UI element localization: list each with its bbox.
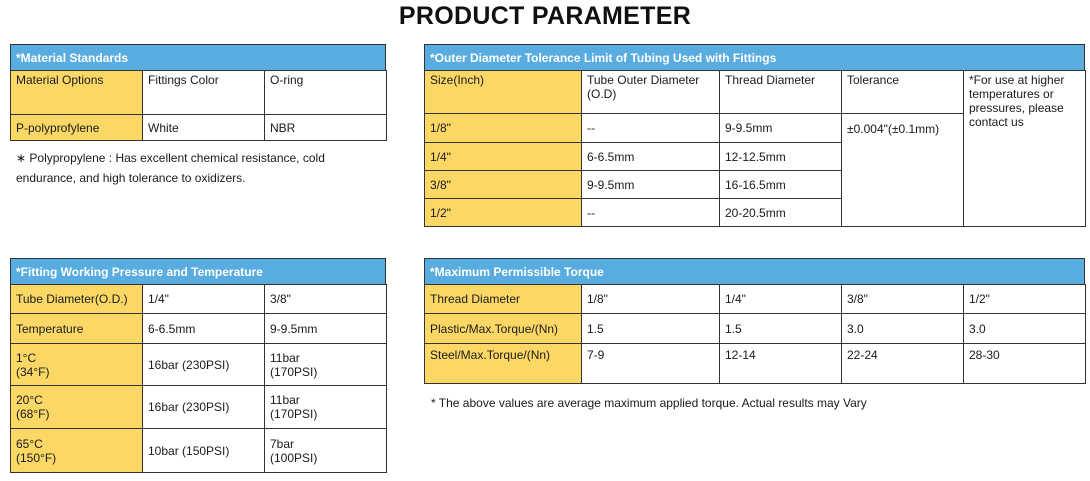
temperature-row-label: 65°C (150°F) bbox=[11, 429, 143, 473]
torque-note: * The above values are average maximum applied torque. Actual results may Vary bbox=[431, 396, 867, 410]
material-options-label: Material Options bbox=[11, 71, 143, 115]
torque-cell: 1/4" bbox=[720, 285, 842, 314]
torque-header: *Maximum Permissible Torque bbox=[424, 258, 1085, 284]
material-value: P-polyprofylene bbox=[11, 115, 143, 141]
torque-cell: 28-30 bbox=[964, 344, 1086, 384]
size-column-header: Size(Inch) bbox=[425, 71, 582, 114]
pressure-cell: 6-6.5mm bbox=[143, 314, 265, 344]
material-standards-table bbox=[10, 70, 387, 141]
pressure-cell: 16bar (230PSI) bbox=[143, 344, 265, 386]
material-standards-panel bbox=[10, 44, 386, 141]
pressure-panel bbox=[10, 258, 386, 473]
fittings-color-label: Fittings Color bbox=[143, 71, 265, 115]
high-temp-note: *For use at higher temperatures or pressures, please contact us bbox=[964, 71, 1086, 227]
size-cell: 1/2" bbox=[425, 199, 582, 227]
thread-diameter-cell: 16-16.5mm bbox=[720, 171, 842, 199]
size-cell: 1/4" bbox=[425, 143, 582, 171]
fittings-color-value: White bbox=[143, 115, 265, 141]
pressure-cell: 16bar (230PSI) bbox=[143, 386, 265, 429]
pressure-cell: 3/8" bbox=[265, 285, 387, 314]
tolerance-header: *Outer Diameter Tolerance Limit of Tubing Used with Fittings bbox=[424, 44, 1085, 70]
torque-cell: 1.5 bbox=[720, 314, 842, 344]
temperature-row-label: 20°C (68°F) bbox=[11, 386, 143, 429]
pressure-header: *Fitting Working Pressure and Temperature bbox=[10, 258, 386, 284]
material-note: ∗ Polypropylene : Has excellent chemical resistance, cold endurance, and high tolerance to oxidizers. bbox=[16, 151, 325, 185]
torque-cell: 22-24 bbox=[842, 344, 964, 384]
torque-panel bbox=[424, 258, 1085, 384]
plastic-torque-label: Plastic/Max.Torque/(Nn) bbox=[425, 314, 582, 344]
steel-torque-label: Steel/Max.Torque/(Nn) bbox=[425, 344, 582, 384]
pressure-cell: 1/4" bbox=[143, 285, 265, 314]
thread-diameter-label: Thread Diameter bbox=[425, 285, 582, 314]
torque-cell: 3/8" bbox=[842, 285, 964, 314]
tolerance-column-header: Tolerance bbox=[842, 71, 964, 114]
torque-cell: 1.5 bbox=[582, 314, 720, 344]
torque-cell: 1/8" bbox=[582, 285, 720, 314]
tolerance-value: ±0.004"(±0.1mm) bbox=[842, 114, 964, 227]
tolerance-panel bbox=[424, 44, 1085, 227]
outer-diameter-cell: -- bbox=[582, 114, 720, 143]
material-standards-header: *Material Standards bbox=[10, 44, 386, 70]
o-ring-label: O-ring bbox=[265, 71, 387, 115]
pressure-cell: 9-9.5mm bbox=[265, 314, 387, 344]
pressure-cell: 7bar (100PSI) bbox=[265, 429, 387, 473]
pressure-cell: 11bar (170PSI) bbox=[265, 344, 387, 386]
thread-diameter-cell: 9-9.5mm bbox=[720, 114, 842, 143]
pressure-cell: 10bar (150PSI) bbox=[143, 429, 265, 473]
outer-diameter-column-header: Tube Outer Diameter (O.D) bbox=[582, 71, 720, 114]
tube-diameter-label: Tube Diameter(O.D.) bbox=[11, 285, 143, 314]
torque-cell: 3.0 bbox=[964, 314, 1086, 344]
outer-diameter-cell: 9-9.5mm bbox=[582, 171, 720, 199]
page-title: PRODUCT PARAMETER bbox=[398, 2, 692, 30]
thread-diameter-column-header: Thread Diameter bbox=[720, 71, 842, 114]
torque-cell: 7-9 bbox=[582, 344, 720, 384]
temperature-label: Temperature bbox=[11, 314, 143, 344]
torque-table bbox=[424, 284, 1086, 384]
tolerance-table bbox=[424, 70, 1086, 227]
o-ring-value: NBR bbox=[265, 115, 387, 141]
torque-cell: 3.0 bbox=[842, 314, 964, 344]
pressure-table bbox=[10, 284, 387, 473]
thread-diameter-cell: 12-12.5mm bbox=[720, 143, 842, 171]
outer-diameter-cell: -- bbox=[582, 199, 720, 227]
torque-cell: 1/2" bbox=[964, 285, 1086, 314]
torque-cell: 12-14 bbox=[720, 344, 842, 384]
size-cell: 1/8" bbox=[425, 114, 582, 143]
size-cell: 3/8" bbox=[425, 171, 582, 199]
outer-diameter-cell: 6-6.5mm bbox=[582, 143, 720, 171]
temperature-row-label: 1°C (34°F) bbox=[11, 344, 143, 386]
pressure-cell: 11bar (170PSI) bbox=[265, 386, 387, 429]
thread-diameter-cell: 20-20.5mm bbox=[720, 199, 842, 227]
